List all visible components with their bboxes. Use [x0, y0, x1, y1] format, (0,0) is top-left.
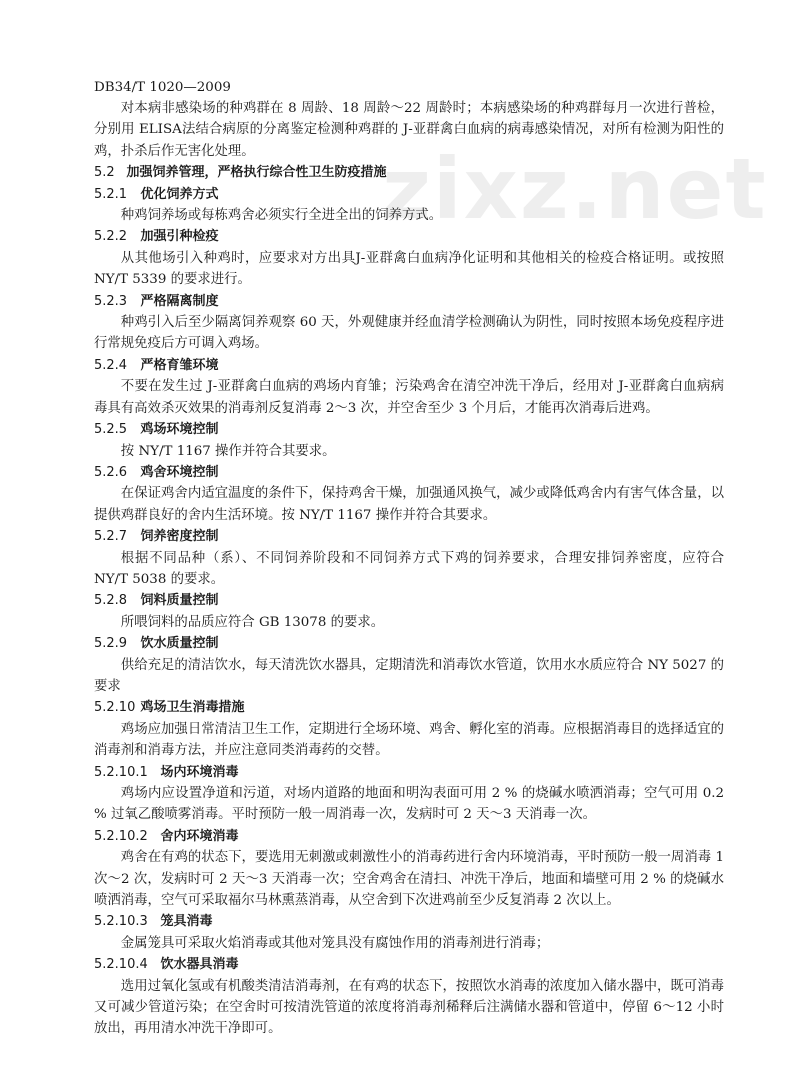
- body-paragraph: 种鸡引入后至少隔离饲养观察 60 天，外观健康并经血清学检测确认为阴性，同时按照本场免疫程序进行常规免疫后方可调入鸡场。: [94, 315, 724, 352]
- body-paragraph: 不要在发生过 J-亚群禽白血病的鸡场内育雏；污染鸡舍在清空冲洗干净后，经用对 J-亚群禽白血病病毒具有高效杀灭效果的消毒剂反复消毒 2～3 次，并空舍至少 3 个月后，才能再次消毒后进鸡。: [94, 379, 724, 416]
- section-heading: [94, 633, 724, 654]
- section-heading: [94, 826, 724, 847]
- body-paragraph: 按 NY/T 1167 操作并符合其要求。: [120, 443, 336, 459]
- section-number: 5.2.6: [94, 464, 128, 480]
- section-title: 鸡场卫生消毒措施: [140, 700, 245, 716]
- section-number: 5.2.10.1: [94, 764, 148, 780]
- section-number: 5.2.5: [94, 422, 128, 438]
- section-title: 严格育雏环境: [140, 357, 219, 373]
- section-number: 5.2.10.3: [94, 914, 148, 930]
- body-paragraph: 金属笼具可采取火焰消毒或其他对笼具没有腐蚀作用的消毒剂进行消毒；: [120, 935, 550, 951]
- section-title: 严格隔离制度: [140, 293, 219, 309]
- section-title: 鸡舍环境控制: [140, 464, 219, 480]
- section-heading: [94, 184, 724, 205]
- section-title: 优化饲养方式: [140, 186, 219, 202]
- section-heading: [94, 697, 724, 718]
- section-heading: [94, 954, 724, 975]
- section-title: 饲料质量控制: [140, 593, 219, 609]
- section-heading: [94, 590, 724, 611]
- body-paragraph: 鸡场内应设置净道和污道，对场内道路的地面和明沟表面可用 2 % 的烧碱水喷洒消毒；空气可用 0.2 % 过氧乙酸喷雾消毒。平时预防一般一周消毒一次，发病时可 2 天～3 天消毒一次。: [94, 786, 724, 823]
- section-heading: [94, 355, 724, 376]
- watermark: zixz.net: [382, 140, 768, 238]
- section-title: 饮水器具消毒: [160, 957, 239, 973]
- document-page: [94, 78, 724, 1040]
- section-number: 5.2.10.4: [94, 957, 148, 973]
- body-paragraph: 鸡舍在有鸡的状态下，要选用无刺激或刺激性小的消毒药进行舍内环境消毒，平时预防一般一周消毒 1 次～2 次，发病时可 2 天～3 天消毒一次；空舍鸡舍在清扫、冲洗干净后，地面和墙壁可用 2 % 的烧碱水喷洒消毒，空气可采取福尔马林熏蒸消毒，从空舍到下次进鸡前至少反复消毒 2 次以上。: [94, 850, 724, 909]
- section-number: 5.2.3: [94, 293, 128, 309]
- section-title: 饲养密度控制: [140, 529, 219, 545]
- body-paragraph: 鸡场应加强日常清洁卫生工作，定期进行全场环境、鸡舍、孵化室的消毒。应根据消毒目的选择适宜的消毒剂和消毒方法，并应注意同类消毒药的交替。: [94, 721, 724, 759]
- body-paragraph: 所喂饲料的品质应符合 GB 13078 的要求。: [120, 614, 385, 630]
- section-heading: [94, 226, 724, 247]
- section-title: 鸡场环境控制: [140, 422, 219, 438]
- section-number: 5.2.10.2: [94, 828, 148, 844]
- body-paragraph: 对本病非感染场的种鸡群在 8 周龄、18 周龄～22 周龄时；本病感染场的种鸡群每月一次进行普检，分别用 ELISA法结合病原的分离鉴定检测种鸡群的 J-亚群禽白血病的病毒感染情况，对所有检测为阳性的鸡，扑杀后作无害化处理。: [94, 101, 724, 159]
- section-title: 加强饲养管理，严格执行综合性卫生防疫措施: [126, 165, 387, 181]
- document-body: [94, 98, 724, 1040]
- section-number: 5.2.10: [94, 700, 136, 716]
- section-heading: [94, 762, 724, 783]
- section-number: 5.2: [94, 165, 115, 181]
- section-title: 饮水质量控制: [140, 636, 219, 652]
- section-heading: [94, 291, 724, 312]
- body-paragraph: 根据不同品种（系）、不同饲养阶段和不同饲养方式下鸡的饲养要求，合理安排饲养密度，应符合 NY/T 5038 的要求。: [94, 550, 724, 587]
- section-title: 笼具消毒: [160, 914, 213, 930]
- section-title: 场内环境消毒: [160, 764, 239, 780]
- section-heading: [94, 911, 724, 932]
- standard-number-header: DB34/T 1020—2009: [94, 80, 231, 95]
- section-number: 5.2.8: [94, 593, 128, 609]
- section-number: 5.2.7: [94, 529, 128, 545]
- section-number: 5.2.1: [94, 186, 128, 202]
- section-heading: [94, 162, 724, 183]
- body-paragraph: 供给充足的清洁饮水，每天清洗饮水器具，定期清洗和消毒饮水管道，饮用水水质应符合 NY 5027 的要求: [94, 657, 724, 694]
- section-title: 加强引种检疫: [140, 229, 219, 245]
- section-number: 5.2.4: [94, 357, 128, 373]
- body-paragraph: 在保证鸡舍内适宜温度的条件下，保持鸡舍干燥，加强通风换气，减少或降低鸡舍内有害气体含量，以提供鸡群良好的舍内生活环境。按 NY/T 1167 操作并符合其要求。: [94, 486, 724, 523]
- section-number: 5.2.2: [94, 229, 128, 245]
- section-title: 舍内环境消毒: [160, 828, 239, 844]
- body-paragraph: 种鸡饲养场或每栋鸡舍必须实行全进全出的饲养方式。: [120, 208, 443, 224]
- section-heading: [94, 462, 724, 483]
- section-heading: [94, 526, 724, 547]
- body-paragraph: 从其他场引入种鸡时，应要求对方出具J-亚群禽白血病净化证明和其他相关的检疫合格证明。或按照 NY/T 5339 的要求进行。: [94, 250, 724, 288]
- body-paragraph: 选用过氧化氢或有机酸类清洁消毒剂，在有鸡的状态下，按照饮水消毒的浓度加入储水器中，既可消毒又可减少管道污染；在空舍时可按清洗管道的浓度将消毒剂稀释后注满储水器和管道中，停留 6～12 小时放出，再用清水冲洗干净即可。: [94, 978, 724, 1037]
- section-heading: [94, 419, 724, 440]
- section-number: 5.2.9: [94, 636, 128, 652]
